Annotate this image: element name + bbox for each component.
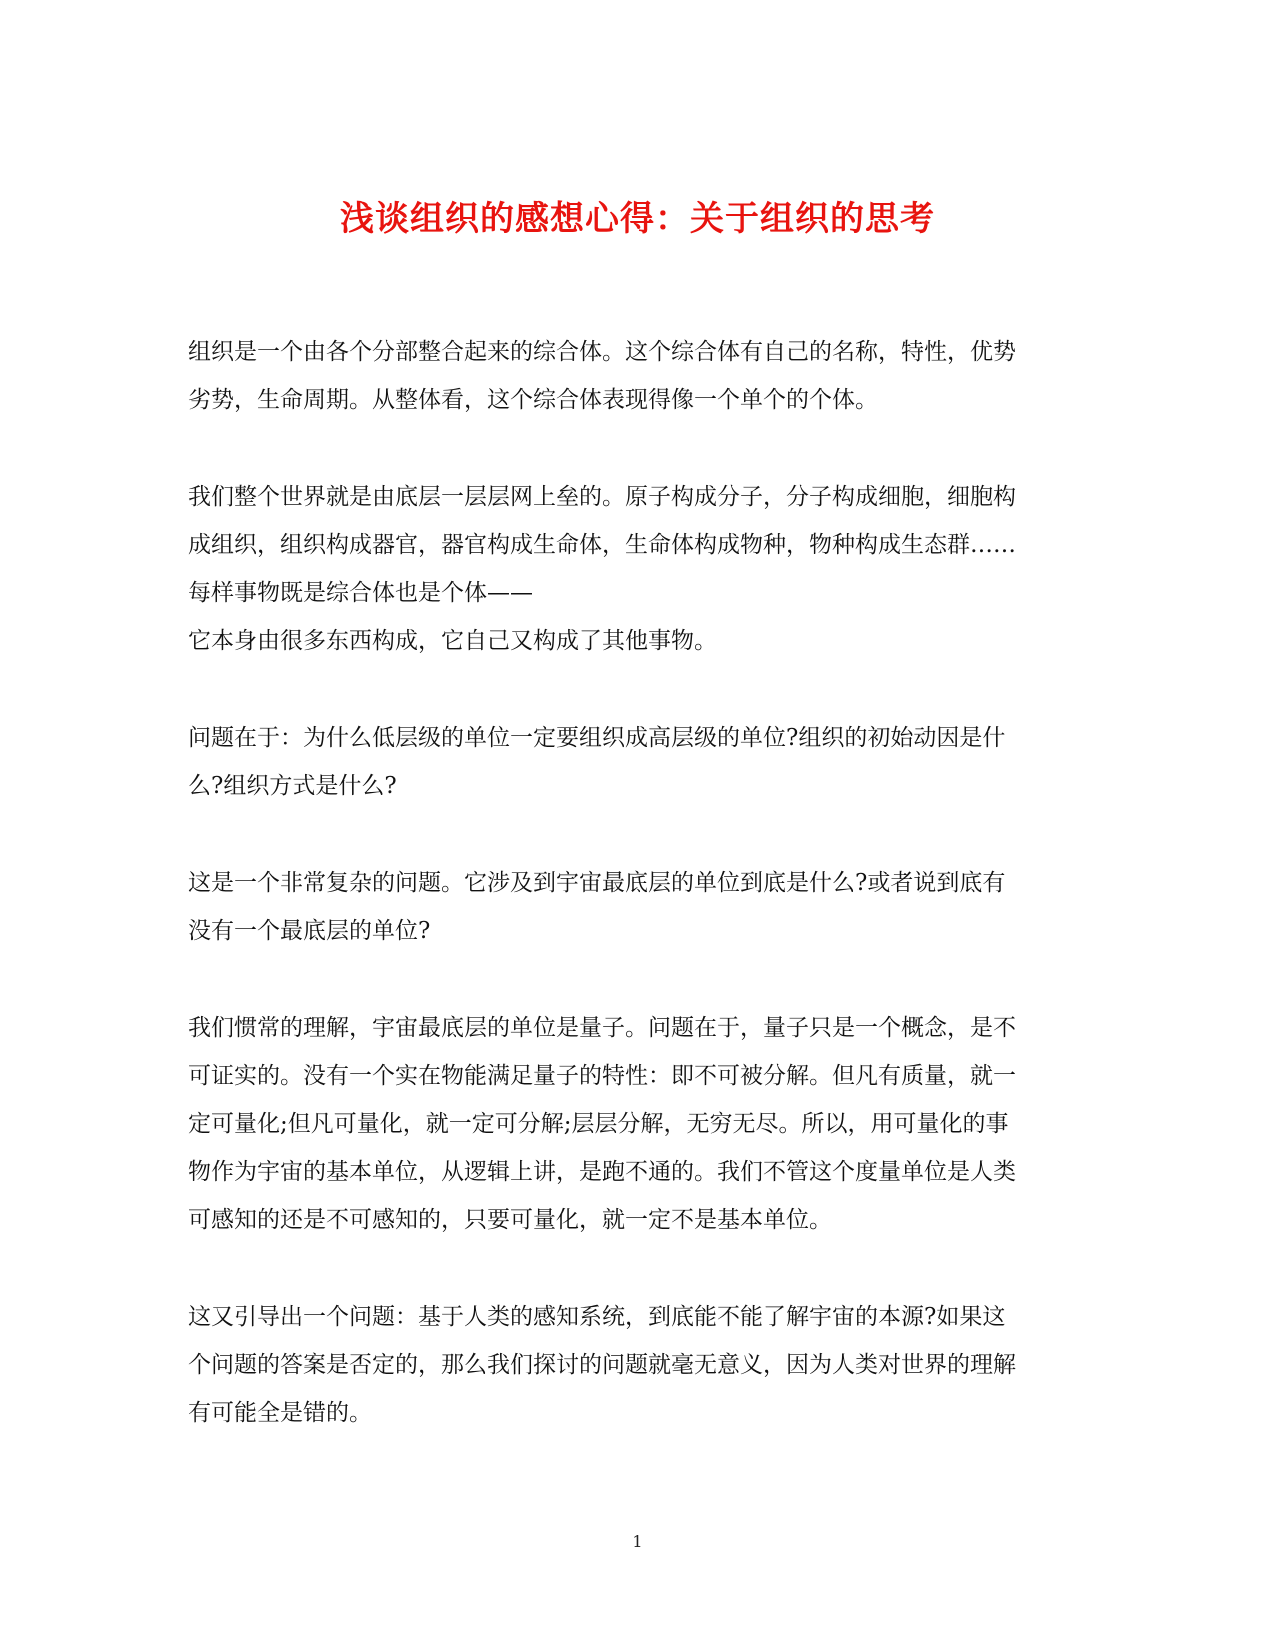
paragraph-line: 成组织，组织构成器官，器官构成生命体，生命体构成物种，物种构成生态群…… — [188, 532, 1016, 558]
document-body — [188, 328, 1088, 1486]
paragraph-line: 可感知的还是不可感知的，只要可量化，就一定不是基本单位。 — [188, 1207, 832, 1233]
paragraph-2 — [188, 473, 1088, 665]
paragraph-line: 它本身由很多东西构成，它自己又构成了其他事物。 — [188, 628, 717, 654]
paragraph-4 — [188, 859, 1088, 955]
paragraph-line: 可证实的。没有一个实在物能满足量子的特性：即不可被分解。但凡有质量，就一 — [188, 1063, 1016, 1089]
paragraph-line: 每样事物既是综合体也是个体—— — [188, 580, 533, 606]
paragraph-line: 有可能全是错的。 — [188, 1400, 372, 1426]
paragraph-line: 这是一个非常复杂的问题。它涉及到宇宙最底层的单位到底是什么?或者说到底有 — [188, 870, 1006, 896]
paragraph-line: 我们惯常的理解，宇宙最底层的单位是量子。问题在于，量子只是一个概念，是不 — [188, 1015, 1016, 1041]
paragraph-line: 个问题的答案是否定的，那么我们探讨的问题就毫无意义，因为人类对世界的理解 — [188, 1352, 1016, 1378]
paragraph-line: 这又引导出一个问题：基于人类的感知系统，到底能不能了解宇宙的本源?如果这 — [188, 1304, 1006, 1330]
paragraph-line: 问题在于：为什么低层级的单位一定要组织成高层级的单位?组织的初始动因是什 — [188, 725, 1006, 751]
paragraph-line: 么?组织方式是什么? — [188, 773, 397, 799]
page-number: 1 — [632, 1532, 643, 1551]
paragraph-line: 劣势，生命周期。从整体看，这个综合体表现得像一个单个的个体。 — [188, 387, 878, 413]
paragraph-3 — [188, 714, 1088, 810]
document-title: 浅谈组织的感想心得：关于组织的思考 — [340, 198, 935, 239]
paragraph-line: 没有一个最底层的单位? — [188, 918, 431, 944]
paragraph-line: 组织是一个由各个分部整合起来的综合体。这个综合体有自己的名称，特性，优势 — [188, 339, 1016, 365]
paragraph-line: 我们整个世界就是由底层一层层网上垒的。原子构成分子，分子构成细胞，细胞构 — [188, 484, 1016, 510]
paragraph-6 — [188, 1293, 1088, 1437]
paragraph-1 — [188, 328, 1088, 424]
paragraph-5 — [188, 1004, 1088, 1244]
paragraph-line: 定可量化;但凡可量化，就一定可分解;层层分解，无穷无尽。所以，用可量化的事 — [188, 1111, 1009, 1137]
paragraph-line: 物作为宇宙的基本单位，从逻辑上讲，是跑不通的。我们不管这个度量单位是人类 — [188, 1159, 1016, 1185]
